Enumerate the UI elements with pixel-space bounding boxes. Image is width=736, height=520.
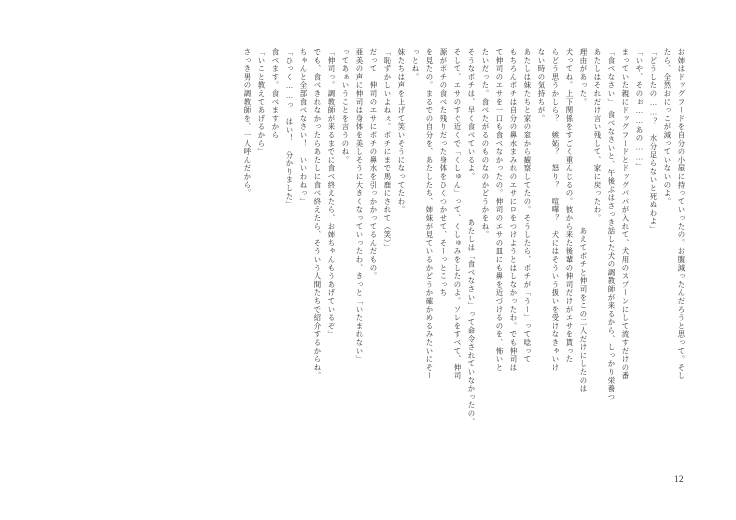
text-column: 犬ってね。上下関係をすごく重んじるの。彼から来た後輩の伸司だけがエサを貰った [565,48,574,364]
text-column: らどう思うかしら？ 嫉妬？ 怒り？ 喧嘩？ 犬にはそういう扱いを受けなきゃいけ [551,48,560,372]
text-column: 妹たちは声を上げて笑いそうになってたわ。 [397,48,406,214]
text-column: 「どうしたの……？ 水分足らないと死ぬわよ」 [649,48,658,234]
text-column: 「いや、そのぉ……あの……」 [635,48,644,171]
text-column: 「恥ずかしいよねぇ。ポチにまで馬鹿にされて（笑）」 [383,48,392,252]
text-column: 源がポチの食べた残りだった身体をひくつかせて、そーっとこっち [439,48,448,297]
text-column: お姉はドッグフードを自分の小屋に持っていったの。お腹減ったんだろうと思って。そし [677,48,686,380]
text-column: て伸司のエサを一口も食べなかったの。伸司のエサの皿にも鼻を近づけるのを、怖いと [495,48,504,372]
text-column: さっき男の調教師を、一人呼んだから。 [243,48,252,198]
text-column: だって 伸司のエサにポチの鼻水を引っかかってるんだもの。 [369,48,378,281]
text-column: 「いこと教えてあげるから」 [257,48,266,156]
text-column: っとね。 [411,48,420,82]
text-column: あたしは妹たちと家の窓から観察してたの。そうしたら、ポチが「うー」って唸って [523,48,532,364]
text-column: たいだった。食べたがるのものなのかどうかをね。 [481,48,490,239]
page-number: 12 [674,474,684,484]
text-column: まっていた親にドッグフードとドッグパパが入れて、犬用のスプーンにして流すだけの番 [621,48,630,380]
text-column: ってあぁいうことを言うのね。 [341,48,350,165]
text-column: 理由があった。 あえてポチと伸司をこの二人だけにしたのは [579,48,588,393]
text-column: 亜美の声に伸司は身体を美しそうに大きくなっていったわ、きっと「いたまれない」 [355,48,364,364]
text-column: ない時の気持ちが。 [537,48,546,123]
text-column: 「ひっく……っ はい！ 分かりました」 [285,48,294,209]
text-column: 「伸司っ。調教師が来るまでに食べ終えたら、お姉ちゃんもうあげているぞ」 [327,48,336,339]
text-column: 「食べなさい」 食べなさいと、午後ぶはさっき話した犬の調教師が来るから、しっかり栄養つ [607,48,616,402]
text-column: でも、食べきれなかったらあたしに食べ終えたら、そういう人間たちで紹介するからね。 [313,48,322,380]
text-column: そして、エサのすぐ近くで「くしゅん」って、くしゅみをしたのよ。ソレをすべて、伸司 [453,48,462,380]
text-column: を見たの。まるでの自分を、あたしたち、姉妹が見ているかどうか確かめるみたいにそー [425,48,434,380]
text-column: そうなボチは、早く食べているよ。 あたしは「食べなさい」って命令されていなかったの、 [467,48,476,427]
text-column: 食べます。食べますから [271,48,280,140]
text-column: ちゃんと全部食べなさい！ いいわねっ」 [299,48,308,206]
text-column: あたしはそれだけ言い残して、家に戻ったわ。 [593,48,602,223]
text-column: たら、全然おにっこが減っていないのよ。 [663,48,672,206]
vertical-text-body [48,48,688,446]
text-column: もちろんポチは自分の鼻水まみれのエサにロをつけようとはしなかったわ。でも伸司は [509,48,518,372]
